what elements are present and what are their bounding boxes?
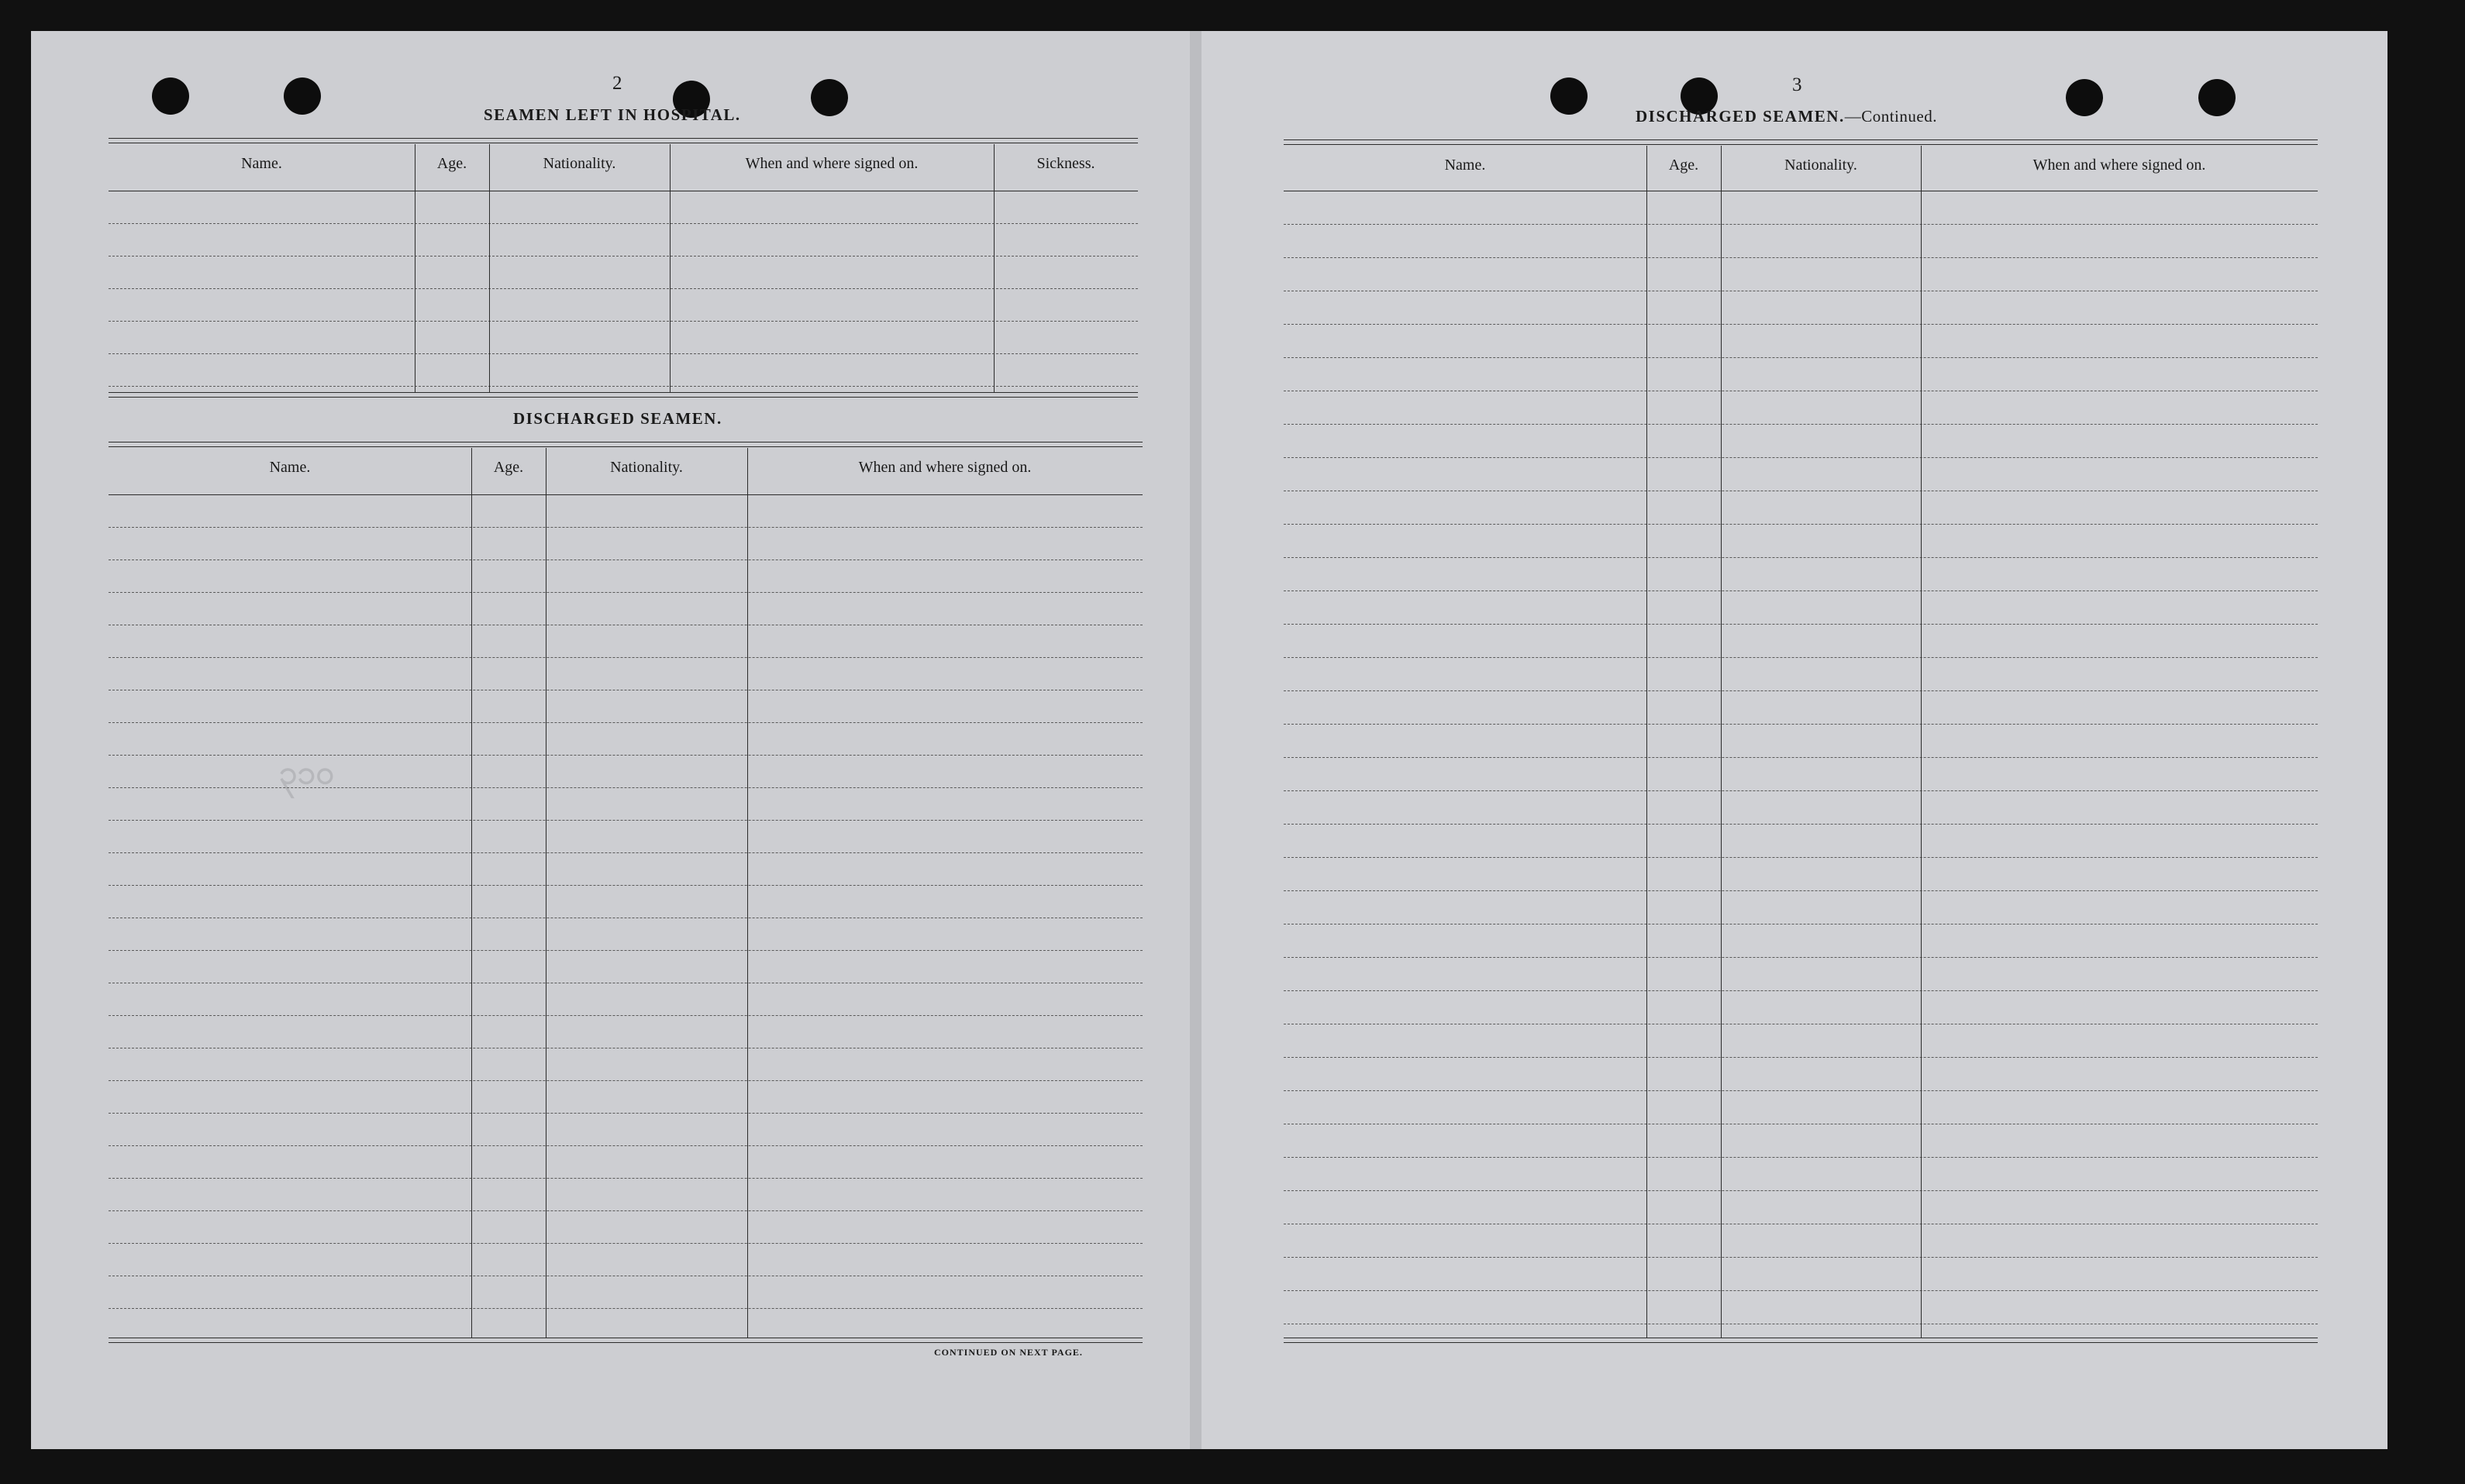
ledger-row-line <box>109 527 1143 528</box>
page-gutter <box>1190 31 1201 1449</box>
discharged-section-title: DISCHARGED SEAMEN. <box>513 409 722 428</box>
punch-hole <box>2198 79 2236 116</box>
column-header: Age. <box>436 155 467 172</box>
ledger-row-line <box>1284 1290 2318 1291</box>
ledger-row-line <box>1284 1157 2318 1158</box>
ledger-row-line <box>1284 1057 2318 1058</box>
ledger-row-line <box>109 1015 1143 1016</box>
ledger-row-line <box>1284 824 2318 825</box>
column-header: Nationality. <box>1784 157 1857 174</box>
column-header: Age. <box>493 459 524 476</box>
ledger-row-line <box>109 386 1138 387</box>
column-divider <box>670 144 671 392</box>
column-divider <box>994 144 995 392</box>
ledger-row-line <box>1284 324 2318 325</box>
ledger-row-line <box>1284 724 2318 725</box>
bottom-rule <box>109 392 1138 393</box>
punch-hole <box>284 77 321 115</box>
ledger-row-line <box>109 657 1143 658</box>
bottom-rule <box>109 397 1138 398</box>
title-text: DISCHARGED SEAMEN. <box>1636 107 1845 126</box>
column-header: When and where signed on. <box>2032 157 2206 174</box>
ledger-row-line <box>1284 990 2318 991</box>
right-page <box>1201 31 2387 1449</box>
discharged-continued-title <box>1636 107 1937 126</box>
ledger-row-line <box>109 1080 1143 1081</box>
bleed-through-mark: ၃၁၀ <box>279 756 334 791</box>
hospital-section-title: SEAMEN LEFT IN HOSPITAL. <box>484 105 741 124</box>
ledger-row-line <box>1284 557 2318 558</box>
column-header: When and where signed on. <box>858 459 1032 476</box>
continued-note: CONTINUED ON NEXT PAGE. <box>934 1347 1083 1358</box>
ledger-row-line <box>109 1243 1143 1244</box>
punch-hole <box>152 77 189 115</box>
column-header: Age. <box>1668 157 1699 174</box>
column-divider <box>489 144 490 392</box>
ledger-row-line <box>1284 224 2318 225</box>
punch-hole <box>811 79 848 116</box>
top-rule <box>109 138 1138 139</box>
ledger-row-line <box>109 256 1138 257</box>
column-divider <box>471 448 472 1338</box>
column-header: When and where signed on. <box>745 155 919 172</box>
column-divider <box>1646 146 1647 1338</box>
ledger-row-line <box>1284 424 2318 425</box>
left-page <box>31 31 1190 1449</box>
ledger-row-line <box>1284 690 2318 691</box>
ledger-row-line <box>109 321 1138 322</box>
ledger-row-line <box>1284 1190 2318 1191</box>
top-rule <box>1284 144 2318 145</box>
ledger-row-line <box>1284 857 2318 858</box>
ledger-row-line <box>1284 790 2318 791</box>
column-header: Name. <box>269 459 311 476</box>
ledger-row-line <box>109 787 1143 788</box>
ledger-row-line <box>109 592 1143 593</box>
top-rule <box>1284 139 2318 140</box>
ledger-row-line <box>109 1145 1143 1146</box>
ledger-row-line <box>109 1113 1143 1114</box>
ledger-row-line <box>109 722 1143 723</box>
ledger-row-line <box>109 820 1143 821</box>
ledger-row-line <box>109 1178 1143 1179</box>
ledger-row-line <box>109 852 1143 853</box>
ledger-row-line <box>1284 1257 2318 1258</box>
ledger-row-line <box>1284 357 2318 358</box>
ledger-row-line <box>1284 1090 2318 1091</box>
ledger-row-line <box>109 885 1143 886</box>
column-header: Sickness. <box>1036 155 1095 172</box>
ledger-row-line <box>1284 457 2318 458</box>
punch-hole <box>1550 77 1588 115</box>
top-rule <box>109 446 1143 447</box>
ledger-row-line <box>109 288 1138 289</box>
ledger-row-line <box>109 1308 1143 1309</box>
ledger-row-line <box>1284 890 2318 891</box>
ledger-row-line <box>109 223 1138 224</box>
page-number: 2 <box>612 73 623 94</box>
ledger-row-line <box>1284 624 2318 625</box>
column-header: Name. <box>241 155 282 172</box>
ledger-row-line <box>109 755 1143 756</box>
title-suffix: —Continued. <box>1844 107 1937 126</box>
bottom-rule <box>1284 1342 2318 1343</box>
header-rule <box>109 494 1143 495</box>
bottom-rule <box>109 1342 1143 1343</box>
column-divider <box>1921 146 1922 1338</box>
ledger-row-line <box>1284 657 2318 658</box>
ledger-row-line <box>1284 957 2318 958</box>
ledger-row-line <box>1284 757 2318 758</box>
column-divider <box>1721 146 1722 1338</box>
ledger-row-line <box>109 1210 1143 1211</box>
column-header: Nationality. <box>610 459 683 476</box>
column-header: Name. <box>1444 157 1486 174</box>
ledger-row-line <box>109 353 1138 354</box>
column-divider <box>747 448 748 1338</box>
punch-hole <box>2066 79 2103 116</box>
column-header: Nationality. <box>543 155 616 172</box>
ledger-row-line <box>1284 524 2318 525</box>
ledger-row-line <box>1284 257 2318 258</box>
ledger-row-line <box>109 950 1143 951</box>
page-number: 3 <box>1792 74 1803 95</box>
